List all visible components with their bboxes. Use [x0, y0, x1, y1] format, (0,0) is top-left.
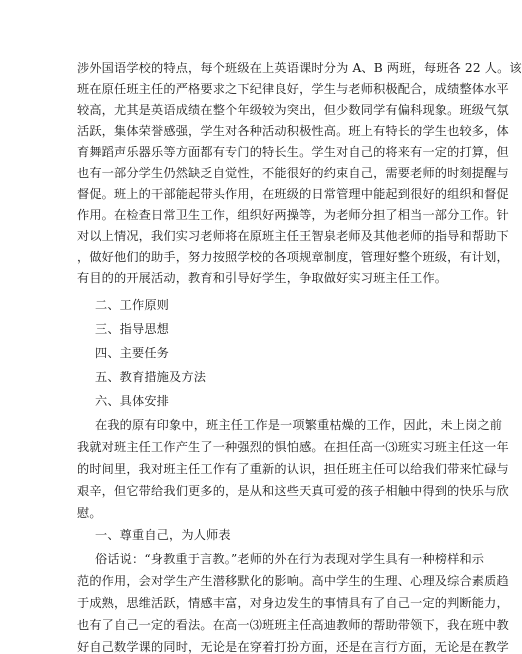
section-heading-education-measures: 五、教育措施及方法 [95, 370, 207, 384]
paragraph3-line: 于成熟，思维活跃，情感丰富，对身边发生的事情具有了自己一定的判断能力， [77, 596, 509, 610]
paragraph1-line: ，做好他们的助手，努力按照学校的各项规章制度，管理好整个班级，有计划， [77, 250, 509, 264]
paragraph2-line: 我就对班主任工作产生了一种强烈的惧怕感。在担任高一⑶班实习班主任这一年 [77, 440, 509, 454]
paragraph1-line: 较高，尤其是英语成绩在整个年级较为突出，但少数同学有偏科现象。班级气氛 [77, 103, 509, 117]
paragraph3-line: 范的作用，会对学生产生潜移默化的影响。高中学生的生理、心理及综合素质趋 [77, 574, 509, 588]
paragraph1-line: 活跃，集体荣誉感强，学生对各种活动积极性高。班上有特长的学生也较多，体 [77, 124, 509, 138]
section-heading-guiding-ideology: 三、指导思想 [95, 322, 170, 336]
paragraph1-line: 班在原任班主任的严格要求之下纪律良好，学生与老师积极配合，成绩整体水平 [77, 82, 509, 96]
paragraph1-line: 对以上情况，我们实习老师将在原班主任王智泉老师及其他老师的指导和帮助下 [77, 229, 509, 243]
paragraph2-line: 的时间里，我对班主任工作有了重新的认识，担任班主任可以给我们带来忙碌与 [77, 462, 509, 476]
paragraph2-line: 在我的原有印象中，班主任工作是一项繁重枯燥的工作，因此，未上岗之前 [95, 418, 503, 432]
subheading-respect-self: 一、尊重自己，为人师表 [95, 528, 231, 542]
paragraph1-line: 育舞蹈声乐器乐等方面都有专门的特长生。学生对自己的将来有一定的打算，但 [77, 145, 509, 159]
section-heading-work-principles: 二、工作原则 [95, 298, 170, 312]
section-heading-specific-arrangements: 六、具体安排 [95, 394, 170, 408]
paragraph1-line: 涉外国语学校的特点，每个班级在上英语课时分为 A、B 两班，每班各 22 人。该 [77, 61, 522, 75]
paragraph3-line: 好自己数学课的同时，无论是在穿着打扮方面，还是在言行方面，无论是在教学 [77, 640, 509, 654]
paragraph1-line: 有目的的开展活动，教育和引导好学生，争取做好实习班主任工作。 [77, 271, 448, 285]
paragraph1-line: 作用。在检查日常卫生工作，组织好两操等，为老师分担了相当一部分工作。针 [77, 208, 509, 222]
paragraph2-line: 艰辛，但它带给我们更多的，是从和这些天真可爱的孩子相触中得到的快乐与欣 [77, 484, 509, 498]
paragraph1-line: 督促。班上的干部能起带头作用，在班级的日常管理中能起到很好的组织和督促 [77, 187, 509, 201]
section-heading-main-tasks: 四、主要任务 [95, 346, 170, 360]
paragraph3-line: 俗话说：“身教重于言教。”老师的外在行为表现对学生具有一种榜样和示 [95, 552, 485, 566]
paragraph3-line: 也有了自己一定的看法。在高一⑶班班主任高迪教师的帮助带领下，我在班中教 [77, 618, 509, 632]
paragraph2-line: 慰。 [77, 506, 102, 520]
paragraph1-line: 也有一部分学生仍然缺乏自觉性，不能很好的约束自己，需要老师的时刻提醒与 [77, 166, 509, 180]
